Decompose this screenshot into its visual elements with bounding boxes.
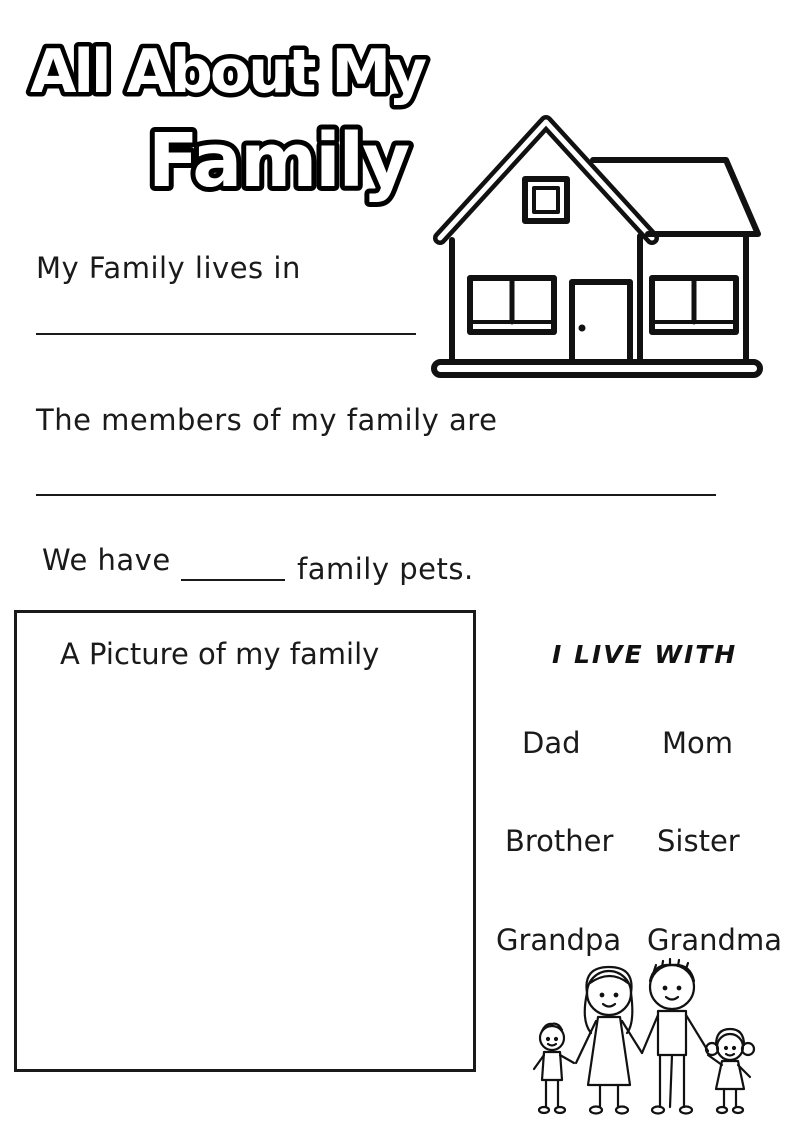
member-brother[interactable]: Brother	[505, 824, 614, 858]
live-with-heading: I LIVE WITH	[552, 640, 738, 669]
lives-in-label: My Family lives in	[36, 251, 301, 285]
house-icon	[428, 112, 768, 384]
members-answer-line[interactable]	[36, 494, 716, 496]
family-picture-box[interactable]	[14, 610, 476, 1072]
pets-label-before: We have	[42, 543, 171, 577]
title-line-2: Family	[148, 118, 409, 204]
member-sister[interactable]: Sister	[657, 824, 740, 858]
family-drawing-icon	[530, 955, 780, 1120]
members-label: The members of my family are	[36, 403, 498, 437]
lives-in-answer-line[interactable]	[36, 333, 416, 335]
pets-count-line[interactable]	[181, 579, 285, 581]
family-picture-label: A Picture of my family	[60, 637, 380, 671]
pets-label-after: family pets.	[297, 552, 474, 586]
title-line-1: All About My	[30, 37, 425, 107]
member-dad[interactable]: Dad	[522, 726, 581, 760]
member-grandma[interactable]: Grandma	[647, 923, 782, 957]
member-grandpa[interactable]: Grandpa	[496, 923, 622, 957]
member-mom[interactable]: Mom	[662, 726, 734, 760]
